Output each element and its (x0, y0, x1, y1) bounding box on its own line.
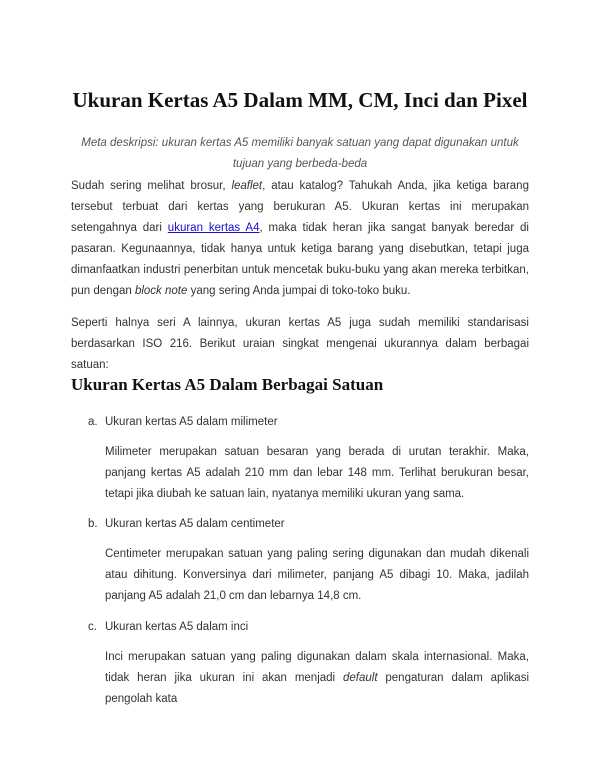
list-marker: b. (88, 518, 98, 530)
intro-paragraph (71, 176, 529, 302)
text: , maka tidak heran jika sangat banyak beredar di pasaran. Kegunaannya, tidak hanya untuk ketiga barang yang disebutkan, tetapi juga dimanfaatkan industri penerbitan untuk mencetak buku-buku yang akan mereka terbitkan, pun dengan (71, 222, 529, 297)
page-title: Ukuran Kertas A5 Dalam MM, CM, Inci dan Pixel (72, 88, 528, 112)
list-marker: a. (88, 416, 98, 428)
text: yang sering Anda jumpai di toko-toko buku. (187, 285, 411, 297)
list-label: Ukuran kertas A5 dalam inci (105, 621, 249, 633)
section-heading: Ukuran Kertas A5 Dalam Berbagai Satuan (71, 375, 384, 394)
list-item-c (88, 621, 248, 633)
list-item-b (88, 518, 285, 530)
list-label: Ukuran kertas A5 dalam centimeter (105, 518, 285, 530)
list-item-b-text: Centimeter merupakan satuan yang paling sering digunakan dan mudah dikenali atau dihitung. Konversinya dari milimeter, panjang A5 dibagi 10. Maka, jadilah panjang A5 adalah 21,0 cm dan lebarnya 14,8 cm. (105, 548, 529, 602)
italic-text: leaflet (231, 180, 263, 192)
list-marker: c. (88, 621, 97, 633)
italic-text: block note (134, 285, 188, 297)
text: , atau katalog? Tahukah Anda, jika ketiga barang tersebut terbuat dari kertas yang berukuran A5. Ukuran kertas ini merupakan setengahnya dari (71, 180, 529, 234)
list-item-a (88, 416, 278, 428)
list-label: Ukuran kertas A5 dalam milimeter (105, 416, 278, 428)
italic-text: default (342, 672, 378, 684)
standard-paragraph: Seperti halnya seri A lainnya, ukuran kertas A5 juga sudah memiliki standarisasi berdasarkan ISO 216. Berikut uraian singkat mengenai ukurannya dalam berbagai satuan: (71, 317, 529, 371)
text: Sudah sering melihat brosur, (71, 180, 232, 192)
link-ukuran-kertas-a4[interactable]: ukuran kertas A4 (167, 222, 260, 234)
text: pengaturan dalam aplikasi pengolah kata (105, 672, 530, 705)
list-item-c-text (105, 647, 529, 710)
list-item-a-text: Milimeter merupakan satuan besaran yang berada di urutan terakhir. Maka, panjang kertas A5 adalah 210 mm dan lebar 148 mm. Terlihat berukuran besar, tetapi jika diubah ke satuan lain, nyatanya memiliki ukuran yang sama. (105, 446, 529, 500)
text: Inci merupakan satuan yang paling digunakan dalam skala internasional. Maka, tidak heran jika ukuran ini akan menjadi (105, 651, 529, 684)
meta-description: Meta deskripsi: ukuran kertas A5 memiliki banyak satuan yang dapat digunakan untuk tujuan yang berbeda-beda (81, 137, 519, 170)
